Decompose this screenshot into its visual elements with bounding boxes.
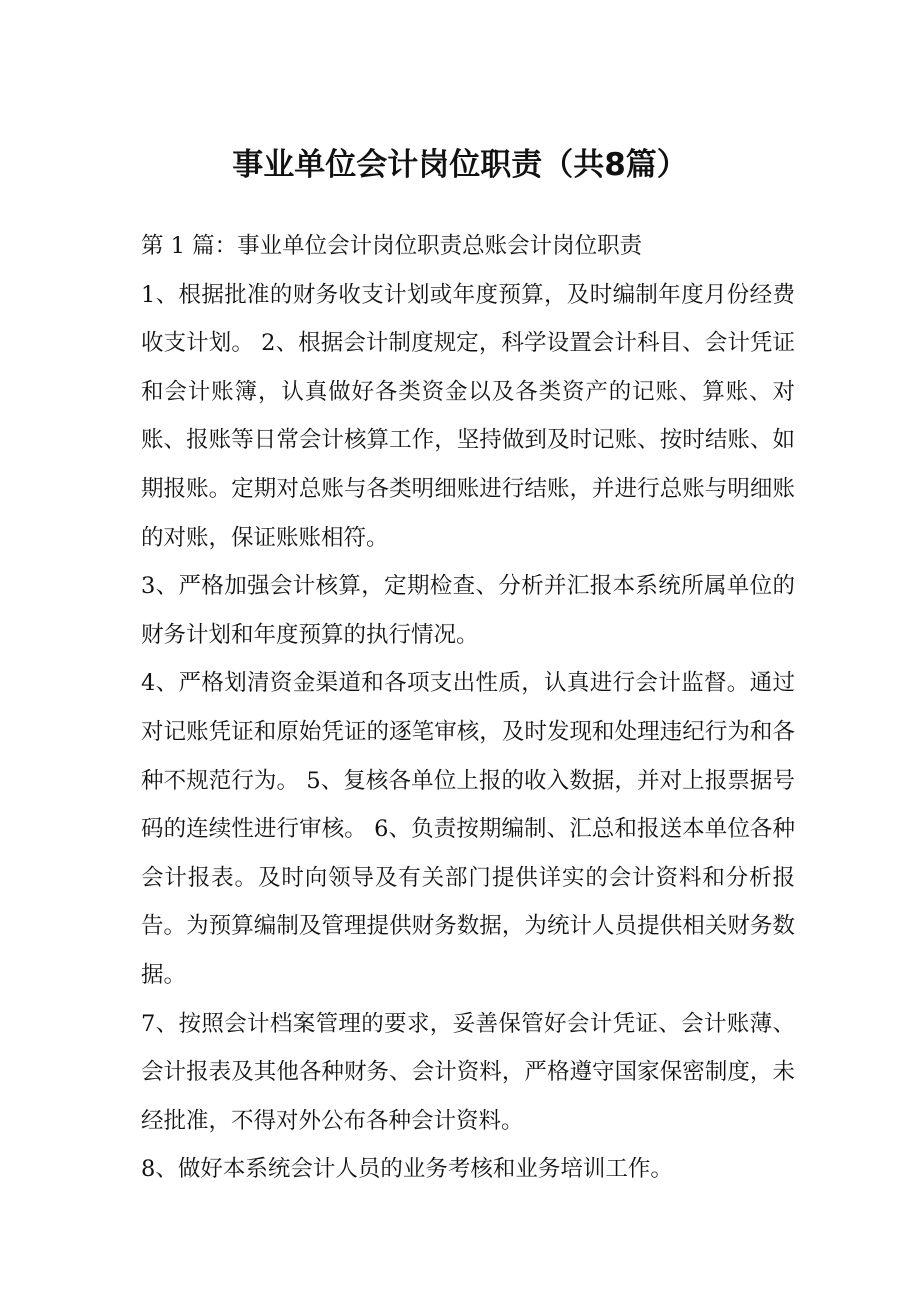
paragraph-3: 4、严格划清资金渠道和各项支出性质，认真进行会计监督。通过对记账凭证和原始凭证的逐笔审核，及时发现和处理违纪行为和各种不规范行为。 5、复核各单位上报的收入数据，并对上报票据号码的连续性进行审核。 6、负责按期编制、汇总和报送本单位各种会计报表。及时向领导及有关部门提供详实的会计资料和分析报告。为预算编制及管理提供财务数据，为统计人员提供相关财务数据。	[141, 670, 795, 988]
paragraph-1: 1、根据批准的财务收支计划或年度预算，及时编制年度月份经费收支计划。 2、根据会计制度规定，科学设置会计科目、会计凭证和会计账簿，认真做好各类资金以及各类资产的记账、算账、对账、报账等日常会计核算工作，坚持做到及时记账、按时结账、如期报账。定期对总账与各类明细账进行结账，并进行总账与明细账的对账，保证账账相符。	[141, 281, 795, 551]
paragraph-5: 8、做好本系统会计人员的业务考核和业务培训工作。	[141, 1156, 673, 1183]
document-body	[141, 222, 795, 1194]
section-heading: 第 1 篇：事业单位会计岗位职责总账会计岗位职责	[141, 233, 643, 259]
paragraph-2: 3、严格加强会计核算，定期检查、分析并汇报本系统所属单位的财务计划和年度预算的执行情况。	[141, 573, 795, 648]
paragraph-4: 7、按照会计档案管理的要求，妥善保管好会计凭证、会计账薄、会计报表及其他各种财务、会计资料，严格遵守国家保密制度，未经批准，不得对外公布各种会计资料。	[141, 1010, 795, 1134]
document-title: 事业单位会计岗位职责（共8篇）	[232, 147, 688, 183]
